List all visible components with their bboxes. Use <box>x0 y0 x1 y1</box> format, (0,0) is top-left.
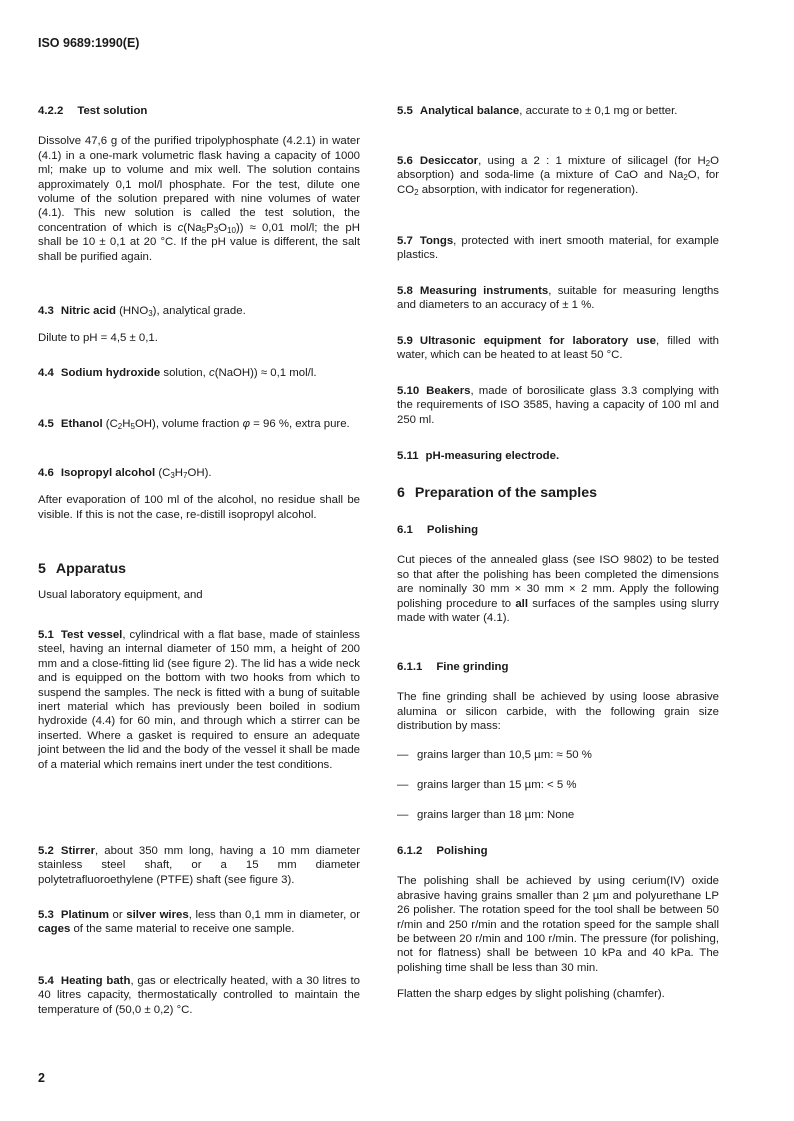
section-4-2-2 <box>38 104 360 264</box>
section-6-1-1-paragraph: The fine grinding shall be achieved by using loose abrasive alumina or silicon carbide, with the following grain size distribution by mass: <box>397 691 719 733</box>
section-6-1-1: 6.1.1 Fine grinding The fine grinding shall be achieved by using loose abrasive alumina or silicon carbide, with the following grain size distribution by mass: — grains larger than 10,5 µm: ≈ 50 % — grains larger than 15 µm: < 5 % — grains larger than 18 µm: None <box>397 660 719 823</box>
section-5-11: 5.11 pH-measuring electrode. <box>397 450 560 462</box>
section-5-9: 5.9 Ultrasonic equipment for laboratory use, filled with water, which can be heated to at least 50 °C. <box>397 335 719 362</box>
section-number: 6 <box>397 485 405 501</box>
section-title: Test solution <box>77 105 148 117</box>
section-6-1-2-paragraph-2: Flatten the sharp edges by slight polishing (chamfer). <box>397 988 665 1001</box>
document-header: ISO 9689:1990(E) <box>38 36 140 50</box>
section-4-6: 4.6 Isopropyl alcohol $(C_3H_7OH)$. After evaporation of 100 ml of the alcohol, no residue shall be visible. If this is not the case, re-distill isopropyl alcohol. <box>38 467 360 521</box>
section-6-1-2-paragraph-1: The polishing shall be achieved by using cerium(IV) oxide abrasive having grains smaller than 2 µm and polyurethane LP 26 polisher. The rotation speed for the tool shall be between 50 r/min and 250 r/min and the rotation speed for the sample shall be between 20 r/min and 100 r/min. The pressure (for polishing, not for flatness) shall be between 10 kPa and 40 kPa. The polishing time shall be less than 30 min. <box>397 875 719 974</box>
section-4-6-paragraph: After evaporation of 100 ml of the alcohol, no residue shall be visible. If this is not the case, re-distill isopropyl alcohol. <box>38 494 360 521</box>
section-6-1-paragraph: Cut pieces of the annealed glass (see ISO 9802) to be tested so that after the polishing has been completed the dimensions are nominally 30 mm × 30 mm × 2 mm. Apply the following polishing procedure to all surfaces of the samples using slurry made with water (4.1). <box>397 554 720 625</box>
section-4-3 <box>38 304 360 346</box>
section-title: Apparatus <box>55 561 127 577</box>
section-5-3: 5.3 Platinum or silver wires, less than 0,1 mm in diameter, or cages of the same material to receive one sample. <box>38 909 360 936</box>
section-4-5: 4.5 Ethanol $(C_2H_5OH)$, volume fraction φ = 96 %, extra pure. <box>38 418 350 431</box>
section-4-3-heading: 4.3 Nitric acid $(HNO_3)$, analytical grade. <box>38 305 246 318</box>
list-item: — grains larger than 18 µm: None <box>397 808 719 822</box>
list-item: — grains larger than 10,5 µm: ≈ 50 % <box>397 748 719 762</box>
section-number: 4.2.2 <box>38 105 64 117</box>
section-6 <box>397 486 719 500</box>
section-5-4: 5.4 Heating bath, gas or electrically heated, with a 30 litres to 40 litres capacity, thermostatically controlled to maintain the temperature of (50,0 ± 0,2) °C. <box>38 975 360 1016</box>
list-item: — grains larger than 15 µm: < 5 % <box>397 778 719 792</box>
section-4-4: 4.4 Sodium hydroxide solution, c(NaOH)) ≈ 0,1 mol/l. <box>38 367 317 379</box>
section-5-7: 5.7 Tongs, protected with inert smooth material, for example plastics. <box>397 235 719 262</box>
page-number: 2 <box>38 1071 45 1085</box>
section-5 <box>38 562 360 603</box>
section-5-1: 5.1 Test vessel, cylindrical with a flat base, made of stainless steel, having an internal diameter of 150 mm, a height of 200 mm and a close-fitting lid (see figure 2). The lid has a wide neck and is equipped on the bottom with two hooks from which to suspend the samples. The neck is fitted with a bung of suitable inert material which has previously been boiled in sodium hydroxide (4.4) for 60 min, and through which a stirrer can be inserted. Where a gasket is required to ensure an adequate joint between the lid and the body of the vessel it shall be made of a material which remains inert under the test conditions. <box>38 629 360 771</box>
section-5-paragraph: Usual laboratory equipment, and <box>38 589 203 602</box>
section-4-2-2-paragraph: Dissolve 47,6 g of the purified tripolyphosphate (4.2.1) in water (4.1) in a one-mark volumetric flask having a capacity of 1000 ml; make up to volume and mix well. The solution contains approximately 0,1 mol/l phosphate. For the test, dilute one volume of the solution prepared with nine volumes of water (4.1). This new solution is called the test solution, the concentration of which is $c(Na_5P_3O_{10})) \approx 0,01$ mol/l; the pH shall be 10 ± 0,1 at 20 °C. If the pH value is different, the salt shall be purified again. <box>38 135 360 263</box>
section-5-8: 5.8 Measuring instruments, suitable for measuring lengths and diameters to an accuracy of ± 1 %. <box>397 285 719 312</box>
section-5-6: 5.6 Desiccator, using a 2 : 1 mixture of silicagel (for $H_2O$ absorption) and soda-lime (a mixture of CaO and $Na_2O$, for $CO_2$ absorption, with indicator for regeneration). <box>397 155 719 197</box>
section-5-10: 5.10 Beakers, made of borosilicate glass 3.3 complying with the requirements of ISO 3585, having a capacity of 100 ml and 250 ml. <box>397 385 719 426</box>
section-5-2: 5.2 Stirrer, about 350 mm long, having a 10 mm diameter stainless steel shaft, or a 15 mm diameter polytetrafluoroethylene (PTFE) shaft (see figure 3). <box>38 845 360 886</box>
section-title: Preparation of the samples <box>414 485 598 501</box>
section-number: 5 <box>38 561 46 577</box>
section-6-1-2: 6.1.2 Polishing The polishing shall be achieved by using cerium(IV) oxide abrasive having grains smaller than 2 µm and polyurethane LP 26 polisher. The rotation speed for the tool shall be between 50 r/min and 250 r/min and the rotation speed for the sample shall be between 20 r/min and 100 r/min. The pressure (for polishing, not for flatness) shall be between 10 kPa and 40 kPa. The polishing time shall be less than 30 min. Flatten the sharp edges by slight polishing (chamfer). <box>397 845 719 1001</box>
section-6-1: 6.1 Polishing Cut pieces of the annealed glass (see ISO 9802) to be tested so that after the polishing has been completed the dimensions are nominally 30 mm × 30 mm × 2 mm. Apply the following polishing procedure to all surfaces of the samples using slurry made with water (4.1). <box>397 524 720 625</box>
section-4-3-paragraph: Dilute to pH = 4,5 ± 0,1. <box>38 332 158 345</box>
section-5-5: 5.5 Analytical balance, accurate to ± 0,1 mg or better. <box>397 105 678 117</box>
